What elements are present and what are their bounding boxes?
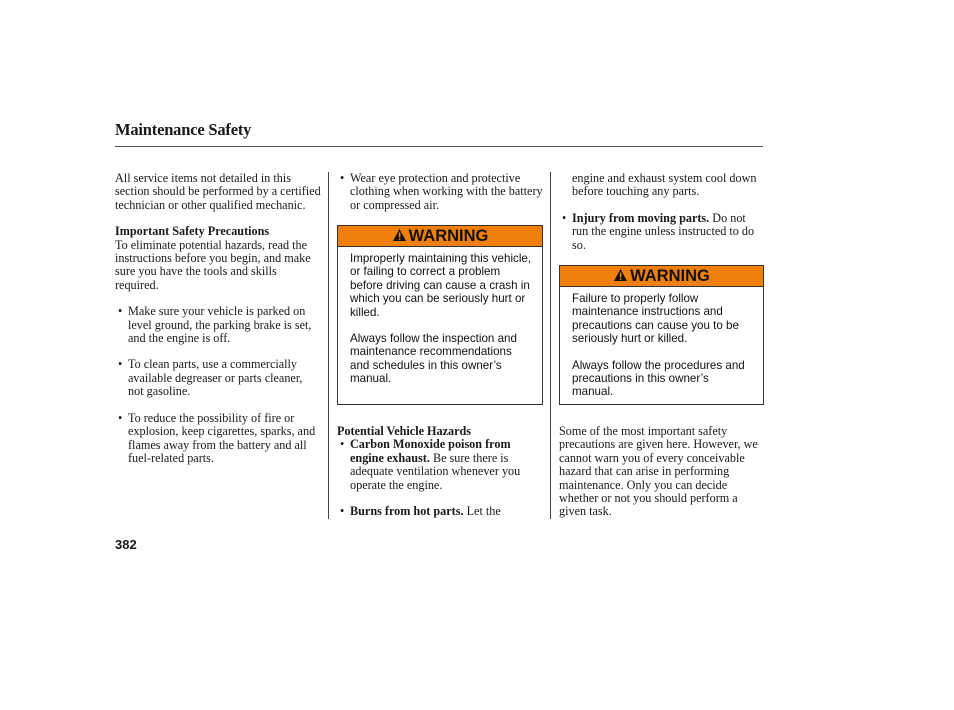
safety-precautions-text: To eliminate potential hazards, read the instructions before you begin, and make sure you have the tools and skills required. xyxy=(115,237,311,292)
list-item-text: To clean parts, use a commercially available degreaser or parts cleaner, not gasoline. xyxy=(128,357,303,399)
warning-box-1 xyxy=(337,225,543,405)
closing-section xyxy=(559,425,765,519)
safety-precautions-heading: Important Safety Precautions xyxy=(115,224,270,239)
warning-header xyxy=(560,266,763,287)
warning-triangle-icon xyxy=(613,268,628,282)
warning-triangle-icon xyxy=(392,228,407,242)
list-item-title: Injury from moving parts. xyxy=(572,210,710,225)
list-item-text: Do not run the engine unless instructed to do so. xyxy=(572,210,755,252)
bullet-icon: • xyxy=(562,210,567,225)
column-3 xyxy=(559,172,765,252)
bullet-icon: • xyxy=(118,410,123,425)
list-item xyxy=(559,212,765,252)
warning-text: Always follow the inspection and maintenance recommendations and schedules in this owner’s manual. xyxy=(350,332,517,386)
column-divider-2 xyxy=(550,172,551,519)
list-item-text: Wear eye protection and protective clothing when working with the battery or compressed air. xyxy=(350,171,543,212)
list-item xyxy=(337,172,543,212)
vehicle-hazards-heading: Potential Vehicle Hazards xyxy=(337,424,472,438)
bullet-icon: • xyxy=(340,171,345,185)
list-item xyxy=(115,305,321,345)
title-divider xyxy=(115,146,763,147)
column-2 xyxy=(337,172,543,212)
page-title: Maintenance Safety xyxy=(115,120,252,139)
list-item-text: Be sure there is adequate ventilation whenever you operate the engine. xyxy=(350,450,521,492)
list-item-title: Carbon Monoxide poison from engine exhaust. xyxy=(350,437,511,465)
list-item-text: To reduce the possibility of fire or explosion, keep cigarettes, sparks, and flames away from the battery and all fuel-related parts. xyxy=(128,410,316,465)
intro-paragraph: All service items not detailed in this section should be performed by a certified technician or other qualified mechanic. xyxy=(115,171,321,212)
warning-box-2 xyxy=(559,265,764,405)
bullet-icon: • xyxy=(118,357,123,372)
vehicle-hazards-section xyxy=(337,425,543,518)
bullet-icon: • xyxy=(118,304,123,319)
list-item xyxy=(115,412,321,466)
closing-paragraph: Some of the most important safety precautions are given here. However, we cannot warn you of every conceivable hazard that can arise in performing maintenance. Only you can decide whether or not you should perform a given task. xyxy=(559,424,758,519)
warning-text: Failure to properly follow maintenance instructions and precautions can cause you to be seriously hurt or killed. xyxy=(572,292,739,346)
bullet-icon: • xyxy=(340,504,345,519)
warning-body xyxy=(350,252,532,386)
continued-text: engine and exhaust system cool down before touching any parts. xyxy=(572,171,757,199)
list-item-text: Make sure your vehicle is parked on level ground, the parking brake is set, and the engine is off. xyxy=(128,304,312,346)
list-item xyxy=(115,358,321,398)
warning-text: Always follow the procedures and precautions in this owner’s manual. xyxy=(572,358,745,399)
bullet-icon: • xyxy=(340,437,345,452)
column-divider-1 xyxy=(328,172,329,519)
warning-label: WARNING xyxy=(630,267,710,285)
list-item xyxy=(337,438,543,492)
warning-text: Improperly maintaining this vehicle, or failing to correct a problem before driving can cause a crash in which you can be seriously hurt or killed. xyxy=(350,252,532,319)
page-number: 382 xyxy=(115,537,137,552)
list-item-title: Burns from hot parts. xyxy=(350,504,464,519)
warning-label: WARNING xyxy=(408,227,489,245)
column-1 xyxy=(115,172,321,465)
warning-header xyxy=(338,226,542,247)
warning-body xyxy=(572,292,753,399)
list-item xyxy=(337,505,543,518)
list-item-text: Let the xyxy=(463,504,501,519)
